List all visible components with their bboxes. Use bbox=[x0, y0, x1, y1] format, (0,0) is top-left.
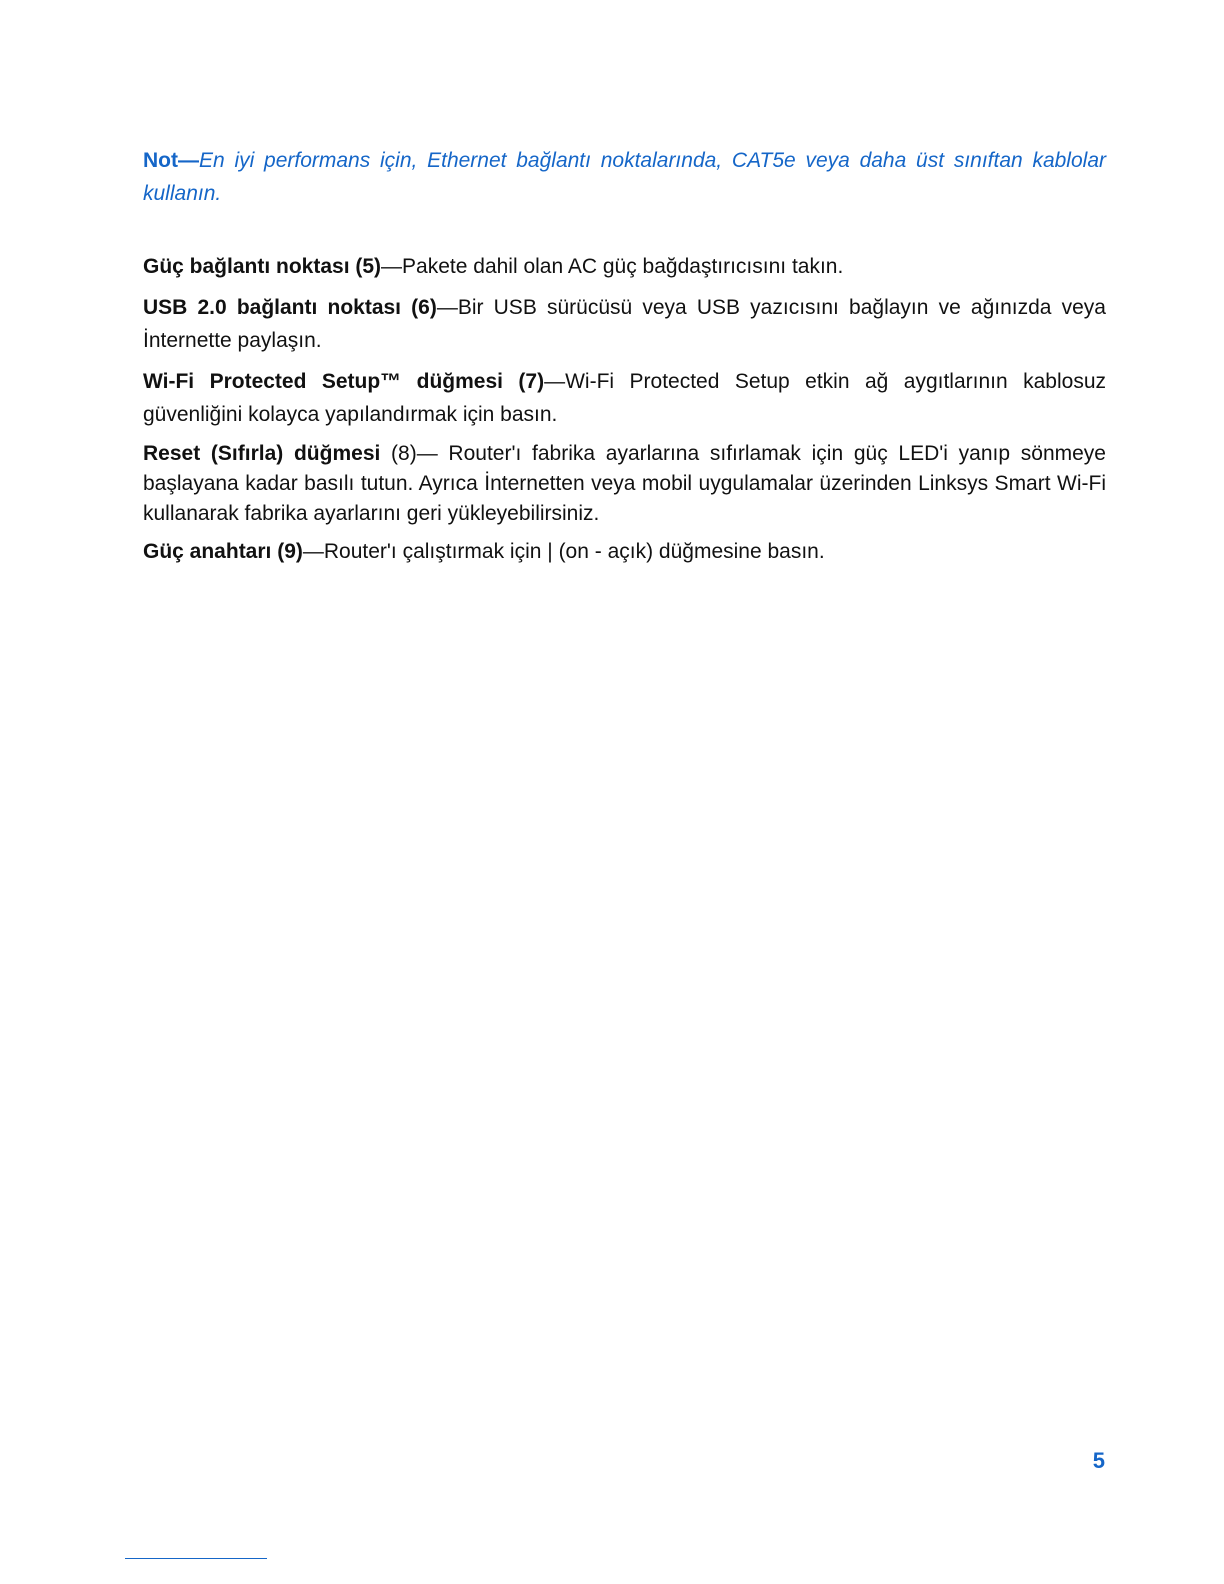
item-term: Güç bağlantı noktası (5) bbox=[143, 255, 382, 278]
page-number: 5 bbox=[1092, 1448, 1105, 1473]
item-description: (8)— Router'ı fabrika ayarlarına sıfırlamak için güç LED'i yanıp sönmeye başlayana kadar basılı tutun. Ayrıca İnternetten veya mobil uygulamalar üzerinden Linksys Smart Wi-Fi kullanarak fabrika ayarlarını geri yükleyebilirsiniz. bbox=[143, 442, 1106, 525]
item-usb-port bbox=[143, 291, 1106, 357]
note-text: En iyi performans için, Ethernet bağlantı noktalarında, CAT5e veya daha üst sınıftan kablolar kullanın. bbox=[143, 149, 1106, 205]
item-term: Güç anahtarı (9) bbox=[143, 540, 303, 563]
item-reset-button bbox=[143, 439, 1106, 529]
item-term: Reset (Sıfırla) düğmesi bbox=[143, 442, 381, 465]
note-label: Not— bbox=[143, 149, 199, 172]
item-term: USB 2.0 bağlantı noktası (6) bbox=[143, 296, 437, 319]
item-description: —Pakete dahil olan AC güç bağdaştırıcısını takın. bbox=[381, 255, 844, 278]
note-paragraph bbox=[143, 144, 1106, 210]
footer-rule bbox=[125, 1558, 267, 1559]
item-power-switch bbox=[143, 535, 1106, 568]
item-description: —Bir USB sürücüsü veya USB yazıcısını bağlayın ve ağınızda veya İnternette paylaşın. bbox=[143, 296, 1106, 352]
item-power-port bbox=[143, 250, 1106, 283]
item-description: —Router'ı çalıştırmak için | (on - açık) düğmesine basın. bbox=[302, 540, 825, 563]
item-description: —Wi-Fi Protected Setup etkin ağ aygıtlarının kablosuz güvenliğini kolayca yapılandırmak için basın. bbox=[143, 370, 1106, 426]
page-content bbox=[143, 144, 1106, 576]
item-wps-button bbox=[143, 365, 1106, 431]
item-term: Wi-Fi Protected Setup™ düğmesi (7) bbox=[143, 370, 545, 393]
